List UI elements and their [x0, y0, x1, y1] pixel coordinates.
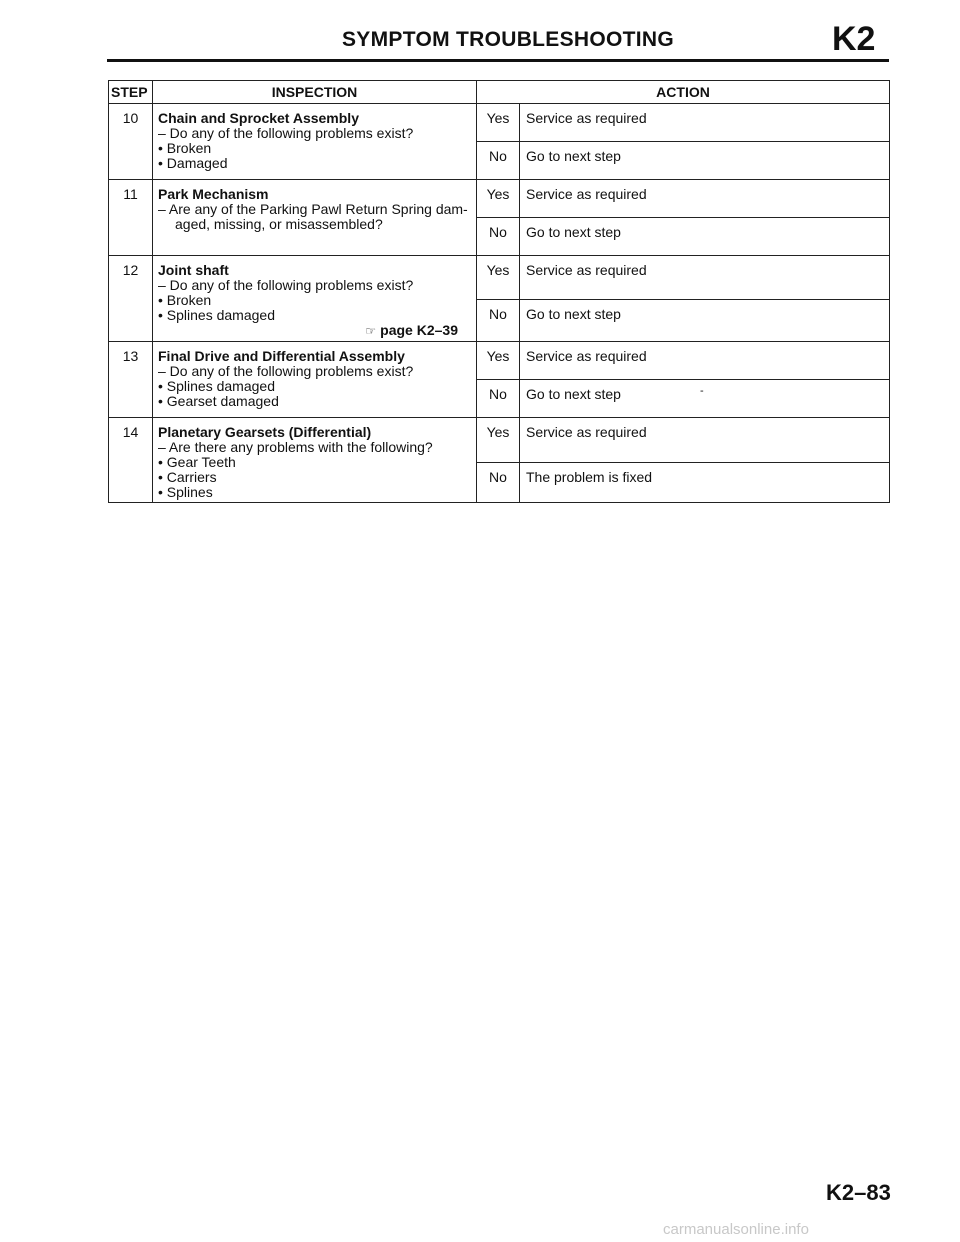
no-label: No: [477, 463, 520, 503]
table-row: [109, 342, 890, 380]
no-action: The problem is fixed: [520, 463, 890, 503]
table-row: [109, 418, 890, 463]
inspection-line: – Do any of the following problems exist?: [158, 277, 414, 293]
header-divider: [107, 59, 889, 62]
stray-mark: -: [700, 385, 704, 397]
inspection-cell: [153, 180, 477, 256]
inspection-title: Chain and Sprocket Assembly: [158, 110, 359, 126]
inspection-cell: [153, 342, 477, 418]
step-number: 14: [109, 418, 153, 503]
yes-label: Yes: [477, 342, 520, 380]
no-label: No: [477, 299, 520, 342]
inspection-line: • Broken: [158, 292, 212, 308]
yes-action: Service as required: [520, 256, 890, 300]
yes-action: Service as required: [520, 104, 890, 142]
troubleshooting-table: [108, 80, 890, 503]
inspection-line: • Splines damaged: [158, 378, 275, 394]
pointing-hand-icon: ☞: [365, 324, 377, 338]
inspection-title: Planetary Gearsets (Differential): [158, 424, 372, 440]
no-label: No: [477, 142, 520, 180]
page-reference-text: page K2–39: [380, 322, 458, 338]
yes-label: Yes: [477, 180, 520, 218]
inspection-title: Park Mechanism: [158, 186, 269, 202]
step-number: 13: [109, 342, 153, 418]
section-code: K2: [832, 20, 876, 58]
step-number: 12: [109, 256, 153, 342]
inspection-line: • Splines damaged: [158, 307, 275, 323]
no-action: Go to next step: [520, 218, 890, 256]
no-label: No: [477, 380, 520, 418]
column-header-action: ACTION: [477, 81, 890, 104]
page-number: K2–83: [826, 1180, 891, 1205]
table-header-row: [109, 81, 890, 104]
column-header-step: STEP: [109, 81, 153, 104]
inspection-line: – Do any of the following problems exist?: [158, 125, 414, 141]
watermark: carmanualsonline.info: [663, 1221, 809, 1238]
inspection-line: – Do any of the following problems exist?: [158, 363, 414, 379]
no-action: Go to next step: [520, 299, 890, 342]
yes-action: Service as required: [520, 342, 890, 380]
step-number: 10: [109, 104, 153, 180]
inspection-line: • Broken: [158, 140, 212, 156]
column-header-inspection: INSPECTION: [153, 81, 477, 104]
yes-label: Yes: [477, 256, 520, 300]
inspection-line: • Splines: [158, 484, 213, 500]
inspection-cell: [153, 418, 477, 503]
yes-action: Service as required: [520, 180, 890, 218]
table-row: [109, 104, 890, 142]
inspection-title: Final Drive and Differential Assembly: [158, 348, 405, 364]
no-action-text: Go to next step: [526, 386, 621, 402]
table-row: [109, 180, 890, 218]
yes-action: Service as required: [520, 418, 890, 463]
no-action: Go to next step: [520, 142, 890, 180]
page-reference[interactable]: [158, 323, 472, 339]
no-action: [520, 380, 890, 418]
inspection-line: – Are any of the Parking Pawl Return Spring dam-: [158, 201, 468, 217]
table-row: [109, 256, 890, 300]
inspection-title: Joint shaft: [158, 262, 229, 278]
inspection-cell: [153, 256, 477, 342]
inspection-cell: [153, 104, 477, 180]
inspection-line: – Are there any problems with the following?: [158, 439, 433, 455]
inspection-line: • Carriers: [158, 469, 217, 485]
page-title: SYMPTOM TROUBLESHOOTING: [342, 28, 675, 51]
no-label: No: [477, 218, 520, 256]
inspection-line: • Gearset damaged: [158, 393, 279, 409]
inspection-line: aged, missing, or misassembled?: [175, 216, 383, 232]
step-number: 11: [109, 180, 153, 256]
yes-label: Yes: [477, 418, 520, 463]
yes-label: Yes: [477, 104, 520, 142]
inspection-line: • Gear Teeth: [158, 454, 236, 470]
inspection-line: • Damaged: [158, 155, 228, 171]
